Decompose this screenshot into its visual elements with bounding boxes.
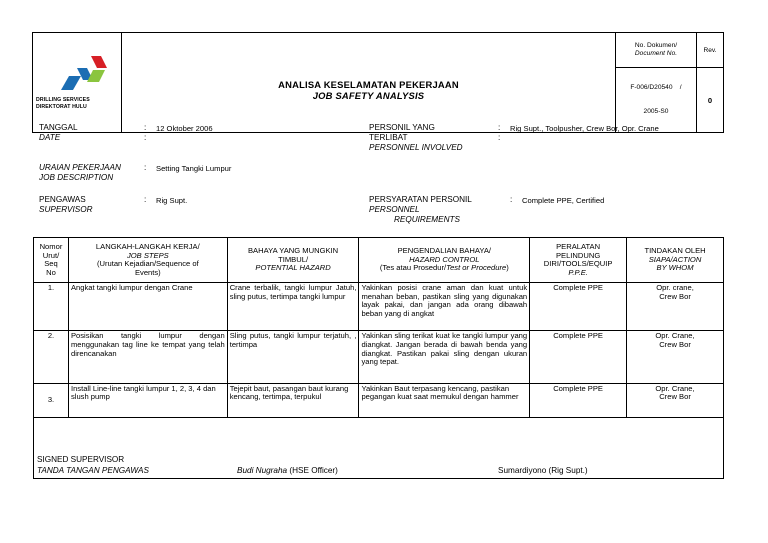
document-title: ANALISA KESELAMATAN PEKERJAAN [278, 78, 459, 90]
row-seq-no: 1. [34, 283, 69, 331]
doc-no-value: F-006/D20540 / 2005-S0 [630, 84, 682, 115]
row-control: Yakinkan sling terikat kuat ke tangki lumpur yang diangkat. Jangan berada di bawah benda yang diangkat. Pastikan pakai sling dengan ukuran yang tepat. [359, 331, 530, 383]
row-ppe: Complete PPE [530, 331, 627, 383]
rev-label: Rev. [703, 46, 717, 54]
tanggal-label: TANGGAL DATE [39, 123, 78, 142]
header-job-steps: LANGKAH-LANGKAH KERJA/ JOB STEPS (Urutan Kejadian/Sequence of Events) [68, 238, 227, 283]
persyaratan-colon: : [510, 195, 513, 204]
uraian-label: URAIAN PEKERJAAN JOB DESCRIPTION [39, 163, 121, 182]
table-row [34, 283, 724, 331]
company-directorate: DIREKTORAT HULU [36, 103, 87, 110]
row-ppe: Complete PPE [530, 283, 627, 331]
row-job-step: Posisikan tangki lumpur dengan menggunakan tag line ke tempat yang telah direncanakan [68, 331, 227, 383]
row-hazard: Tejepit baut, pasangan baut kurang kencang, tertimpa, terpukul [227, 383, 359, 417]
persyaratan-value: Complete PPE, Certified [522, 195, 605, 205]
job-steps-table [33, 237, 724, 479]
header-hazard-control: PENGENDALIAN BAHAYA/ HAZARD CONTROL (Tes atau Prosedur/Test or Procedure) [359, 238, 530, 283]
document-subtitle: JOB SAFETY ANALYSIS [312, 89, 425, 101]
doc-no-label-cell [616, 33, 697, 68]
pengawas-value: Rig Supt. [156, 195, 188, 205]
personil-colon: : : [498, 123, 501, 142]
tanda-tangan-label: TANDA TANGAN PENGAWAS [37, 466, 149, 475]
row-action: Opr. Crane, Crew Bor [627, 383, 724, 417]
table-row [34, 383, 724, 417]
row-hazard: Sling putus, tangki lumpur terjatuh, , tertimpa [227, 331, 359, 383]
rev-value: 0 [707, 95, 713, 105]
hse-officer-signature: Budi Nugraha (HSE Officer) [237, 466, 338, 475]
row-control: Yakinkan Baut terpasang kencang, pastikan pegangan kuat saat memukul dengan hammer [359, 383, 530, 417]
persyaratan-label: PERSYARATAN PERSONIL PERSONNEL REQUIREMENTS [369, 195, 472, 224]
signed-supervisor-label: SIGNED SUPERVISOR [37, 455, 125, 464]
pengawas-label: PENGAWAS SUPERVISOR [39, 195, 93, 214]
table-header-row [34, 238, 724, 283]
tanggal-value: 12 Oktober 2006 [156, 123, 213, 133]
pengawas-colon: : [144, 195, 147, 204]
personil-value: Rig Supt., Toolpusher, Crew Bor, Opr. Crane [510, 123, 659, 133]
header-potential-hazard: BAHAYA YANG MUNGKIN TIMBUL/ POTENTIAL HAZARD [227, 238, 359, 283]
row-job-step: Angkat tangki lumpur dengan Crane [68, 283, 227, 331]
company-name: DRILLING SERVICES [36, 96, 90, 103]
doc-no-label: No. Dokumen/ Document No. [634, 42, 678, 57]
header-action-by-whom: TINDAKAN OLEH SIAPA/ACTION BY WHOM [627, 238, 724, 283]
signature-row [34, 417, 724, 478]
row-seq-no: 3. [34, 383, 69, 417]
personil-label: PERSONIL YANG TERLIBAT PERSONNEL INVOLVED [369, 123, 463, 152]
row-control: Yakinkan posisi crane aman dan kuat untuk menahan beban, pastikan sling yang digunakan layak pakai, dan jangan ada orang dibawah beban yang di angkat [359, 283, 530, 331]
tanggal-colon: : : [144, 123, 147, 142]
uraian-colon: : [144, 163, 147, 172]
document-header [32, 32, 724, 133]
header-seq-no: Nomor Urut/ Seq No [34, 238, 69, 283]
rev-label-cell [697, 33, 724, 68]
row-ppe: Complete PPE [530, 383, 627, 417]
header-ppe: PERALATAN PELINDUNG DIRI/TOOLS/EQUIP P.P.E. [530, 238, 627, 283]
rig-supt-signature: Sumardiyono (Rig Supt.) [498, 466, 588, 475]
row-hazard: Crane terbalik, tangki lumpur Jatuh, sling putus, tertimpa tangki lumpur [227, 283, 359, 331]
logo-cell [33, 33, 122, 133]
table-row [34, 331, 724, 383]
row-action: Opr. crane, Crew Bor [627, 283, 724, 331]
signature-cell [34, 417, 724, 478]
row-job-step: Install Line-line tangki lumpur 1, 2, 3, 4 dan slush pump [68, 383, 227, 417]
row-action: Opr. Crane, Crew Bor [627, 331, 724, 383]
title-cell [122, 33, 616, 133]
rev-value-cell [697, 68, 724, 133]
row-seq-no: 2. [34, 331, 69, 383]
uraian-value: Setting Tangki Lumpur [156, 163, 232, 173]
company-logo-icon [61, 54, 109, 90]
